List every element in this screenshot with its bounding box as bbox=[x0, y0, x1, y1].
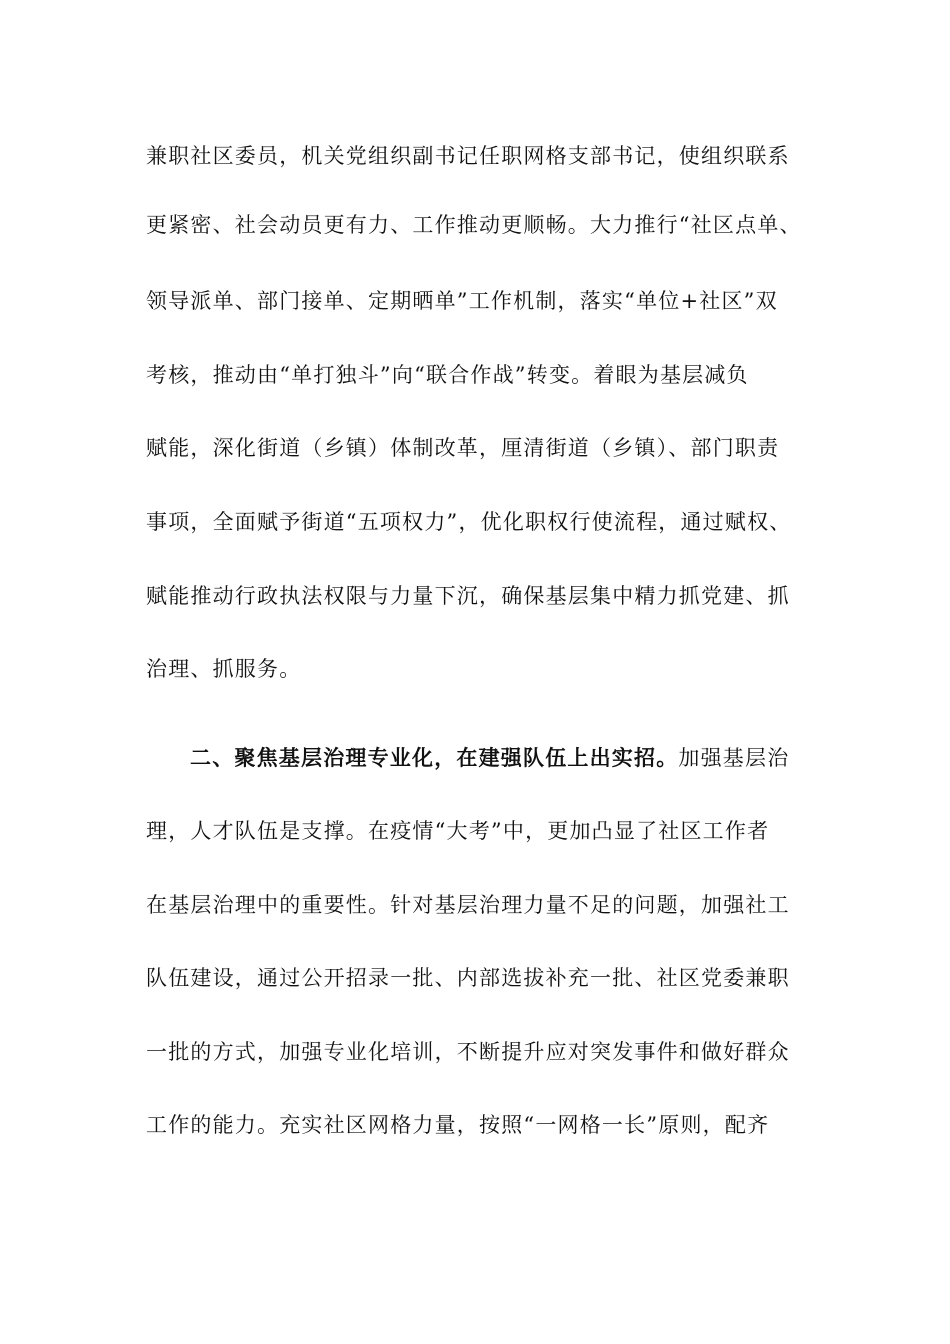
paragraph-line: 更紧密、社会动员更有力、工作推动更顺畅。大力推行“社区点单、 bbox=[146, 213, 802, 237]
section-heading: 二、聚焦基层治理专业化，在建强队伍上出实招。 bbox=[190, 745, 679, 770]
paragraph-line: 赋能推动行政执法权限与力量下沉，确保基层集中精力抓党建、抓 bbox=[146, 584, 790, 608]
paragraph-line: 考核，推动由“单打独斗”向“联合作战”转变。着眼为基层减负 bbox=[146, 363, 749, 387]
paragraph-line: 理，人才队伍是支撑。在疫情“大考”中，更加凸显了社区工作者 bbox=[146, 819, 770, 843]
paragraph-line: 领导派单、部门接单、定期晒单”工作机制，落实“单位+社区”双 bbox=[146, 289, 778, 313]
paragraph-line: 工作的能力。充实社区网格力量，按照“一网格一长”原则，配齐 bbox=[146, 1113, 770, 1137]
paragraph-line: 一批的方式，加强专业化培训，不断提升应对突发事件和做好群众 bbox=[146, 1040, 790, 1064]
paragraph-line: 兼职社区委员，机关党组织副书记任职网格支部书记，使组织联系 bbox=[146, 144, 790, 168]
paragraph-line: 赋能，深化街道（乡镇）体制改革，厘清街道（乡镇）、部门职责 bbox=[146, 436, 780, 460]
paragraph-line: 事项，全面赋予街道“五项权力”，优化职权行使流程，通过赋权、 bbox=[146, 510, 792, 534]
paragraph-line: 治理、抓服务。 bbox=[146, 657, 302, 681]
paragraph-line: 队伍建设，通过公开招录一批、内部选拔补充一批、社区党委兼职 bbox=[146, 966, 790, 990]
paragraph-line: 在基层治理中的重要性。针对基层治理力量不足的问题，加强社工 bbox=[146, 893, 790, 917]
paragraph-text: 加强基层治 bbox=[678, 746, 790, 770]
paragraph-first-line bbox=[190, 741, 816, 775]
